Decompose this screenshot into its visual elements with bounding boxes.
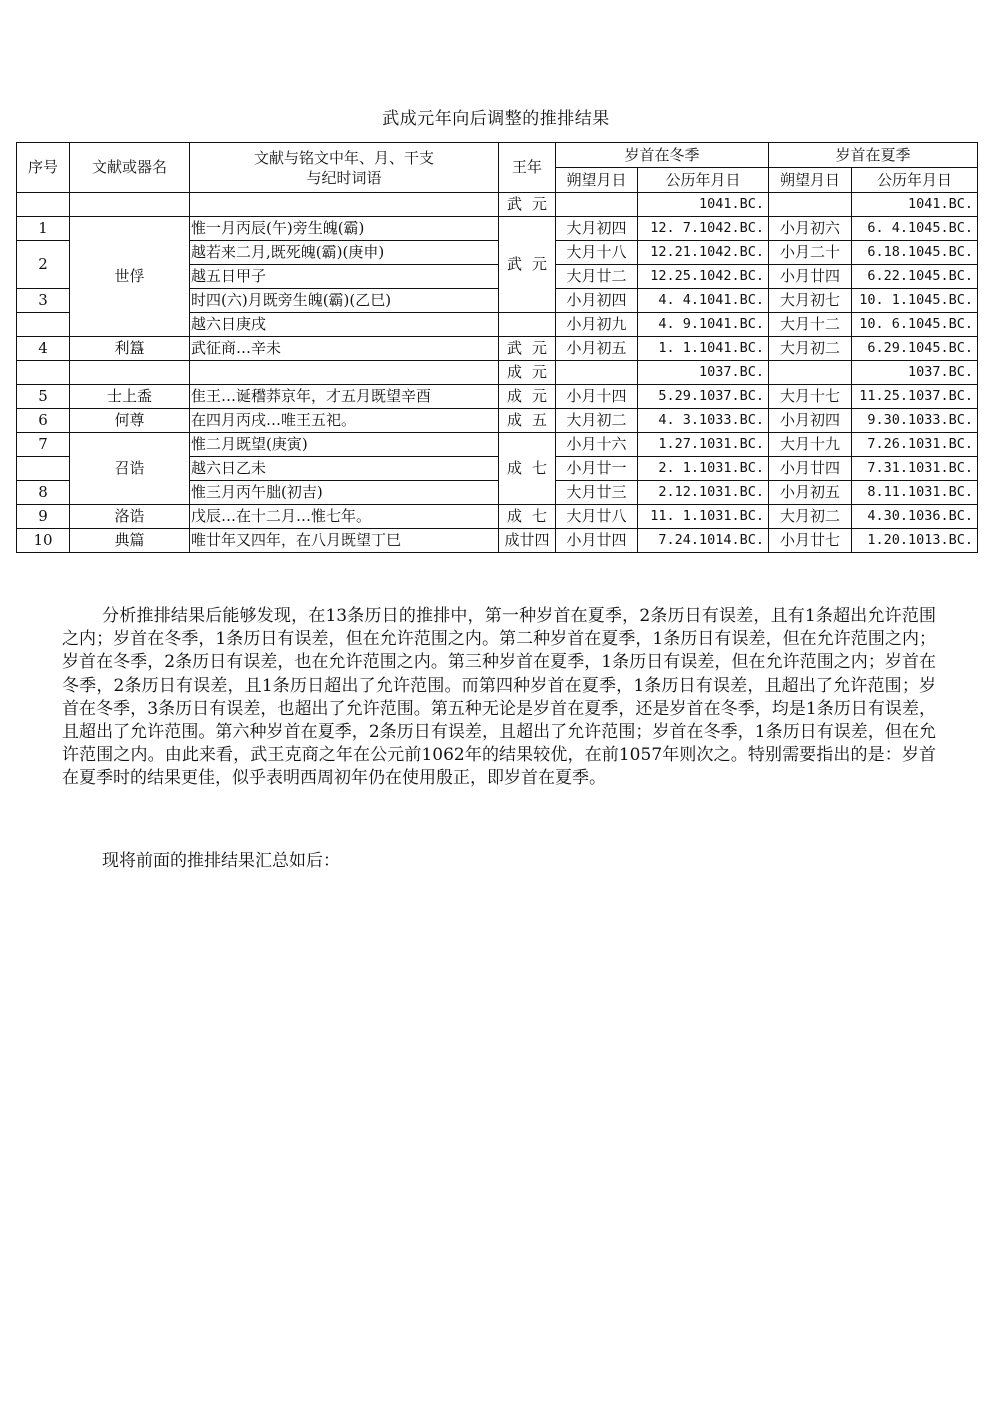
table-row bbox=[17, 361, 978, 385]
cell-winter-lunar: 大月初二 bbox=[556, 409, 638, 433]
reign-name: 成廿四 bbox=[504, 531, 550, 549]
cell-winter-date: 1. 1.1041.BC. bbox=[638, 337, 769, 361]
cell-winter-date: 2. 1.1031.BC. bbox=[638, 457, 769, 481]
cell-text: 隹王…诞䆌莽京年，才五月既望辛酉 bbox=[190, 385, 499, 409]
header-text-line2: 与纪时词语 bbox=[306, 168, 382, 187]
cell-summer-lunar: 小月廿四 bbox=[769, 265, 852, 289]
header-winter-lunar: 朔望月日 bbox=[556, 168, 638, 193]
cell-seq: 2 bbox=[17, 241, 70, 289]
cell-seq bbox=[17, 361, 70, 385]
cell-summer-lunar: 小月初四 bbox=[769, 409, 852, 433]
cell-summer-date: 9.30.1033.BC. bbox=[852, 409, 978, 433]
cell-seq: 3 bbox=[17, 289, 70, 313]
cell-summer-date: 8.11.1031.BC. bbox=[852, 481, 978, 505]
cell-reign bbox=[499, 505, 556, 529]
cell-summer-date: 6. 4.1045.BC. bbox=[852, 217, 978, 241]
cell-seq: 9 bbox=[17, 505, 70, 529]
cell-winter-date: 12. 7.1042.BC. bbox=[638, 217, 769, 241]
cell-summer-date: 10. 6.1045.BC. bbox=[852, 313, 978, 337]
cell-seq: 8 bbox=[17, 481, 70, 505]
cell-doc: 洛诰 bbox=[70, 505, 190, 529]
cell-summer-lunar: 小月廿七 bbox=[769, 529, 852, 553]
cell-doc bbox=[70, 193, 190, 217]
reign-name: 成 bbox=[507, 363, 523, 381]
cell-seq bbox=[17, 193, 70, 217]
cell-winter-date: 1.27.1031.BC. bbox=[638, 433, 769, 457]
cell-text: 惟三月丙午朏(初吉) bbox=[190, 481, 499, 505]
cell-summer-date: 1041.BC. bbox=[852, 193, 978, 217]
cell-text: 武征商…辛未 bbox=[190, 337, 499, 361]
table-row bbox=[17, 433, 978, 457]
cell-winter-lunar: 大月廿三 bbox=[556, 481, 638, 505]
table-row bbox=[17, 409, 978, 433]
reign-year: 七 bbox=[531, 459, 547, 477]
cell-winter-lunar: 大月廿八 bbox=[556, 505, 638, 529]
cell-winter-lunar: 大月初四 bbox=[556, 217, 638, 241]
reign-name: 武 bbox=[507, 255, 523, 273]
cell-text: 时四(六)月既旁生魄(霸)(乙巳) bbox=[190, 289, 499, 313]
cell-text: 越若来二月,既死魄(霸)(庚申) bbox=[190, 241, 499, 265]
cell-reign bbox=[499, 433, 556, 505]
cell-seq: 6 bbox=[17, 409, 70, 433]
cell-doc: 典篇 bbox=[70, 529, 190, 553]
cell-summer-date: 7.31.1031.BC. bbox=[852, 457, 978, 481]
cell-summer-lunar: 小月二十 bbox=[769, 241, 852, 265]
cell-winter-lunar bbox=[556, 361, 638, 385]
cell-summer-lunar: 大月初二 bbox=[769, 505, 852, 529]
cell-seq: 5 bbox=[17, 385, 70, 409]
cell-summer-date: 1.20.1013.BC. bbox=[852, 529, 978, 553]
cell-text: 越五日甲子 bbox=[190, 265, 499, 289]
analysis-text: 分析推排结果后能够发现，在13条历日的推排中，第一种岁首在夏季，2条历日有误差，且有1条超出允许范围之内；岁首在冬季，1条历日有误差，但在允许范围之内。第二种岁首在夏季，1条历日有误差，但在允许范围之内；岁首在冬季，2条历日有误差，也在允许范围之内。第三种岁首在夏季，1条历日有误差，但在允许范围之内；岁首在冬季，2条历日有误差，且1条历日超出了允许范围。而第四种岁首在夏季，1条历日有误差，且超出了允许范围；岁首在冬季，3条历日有误差，也超出了允许范围。第五种无论是岁首在夏季，还是岁首在冬季，均是1条历日有误差，且超出了允许范围。第六种岁首在夏季，2条历日有误差，且超出了允许范围；岁首在冬季，1条历日有误差，但在允许范围之内。由此来看，武王克商之年在公元前1062年的结果较优，在前1057年则次之。特别需要指出的是：岁首在夏季时的结果更佳，似乎表明西周初年仍在使用殷正，即岁首在夏季。 bbox=[62, 606, 936, 789]
cell-summer-lunar: 大月初七 bbox=[769, 289, 852, 313]
results-table bbox=[16, 142, 978, 553]
cell-summer-lunar: 大月十九 bbox=[769, 433, 852, 457]
cell-text: 戊辰…在十二月…惟七年。 bbox=[190, 505, 499, 529]
reign-name: 成 bbox=[507, 387, 523, 405]
cell-doc bbox=[70, 361, 190, 385]
cell-summer-lunar: 小月初六 bbox=[769, 217, 852, 241]
cell-winter-date: 4. 9.1041.BC. bbox=[638, 313, 769, 337]
cell-summer-date: 6.22.1045.BC. bbox=[852, 265, 978, 289]
cell-doc: 士上盉 bbox=[70, 385, 190, 409]
cell-reign bbox=[499, 193, 556, 217]
reign-name: 成 bbox=[507, 459, 523, 477]
header-summer-date: 公历年月日 bbox=[852, 168, 978, 193]
cell-summer-lunar: 小月初五 bbox=[769, 481, 852, 505]
cell-seq: 4 bbox=[17, 337, 70, 361]
cell-winter-lunar: 小月初九 bbox=[556, 313, 638, 337]
cell-summer-date: 6.29.1045.BC. bbox=[852, 337, 978, 361]
cell-summer-lunar: 大月初二 bbox=[769, 337, 852, 361]
cell-text: 越六日乙未 bbox=[190, 457, 499, 481]
cell-text bbox=[190, 193, 499, 217]
cell-text: 在四月丙戌…唯王五祀。 bbox=[190, 409, 499, 433]
summary-text: 现将前面的推排结果汇总如后： bbox=[102, 851, 340, 871]
cell-winter-lunar: 小月初五 bbox=[556, 337, 638, 361]
cell-winter-lunar: 小月廿一 bbox=[556, 457, 638, 481]
cell-reign bbox=[499, 361, 556, 385]
cell-winter-date: 2.12.1031.BC. bbox=[638, 481, 769, 505]
header-summer-lunar: 朔望月日 bbox=[769, 168, 852, 193]
cell-text: 越六日庚戌 bbox=[190, 313, 499, 337]
cell-doc: 何尊 bbox=[70, 409, 190, 433]
cell-winter-lunar: 小月十六 bbox=[556, 433, 638, 457]
cell-seq bbox=[17, 313, 70, 337]
cell-summer-date: 1037.BC. bbox=[852, 361, 978, 385]
page-title: 武成元年向后调整的推排结果 bbox=[382, 109, 610, 129]
cell-summer-lunar: 大月十七 bbox=[769, 385, 852, 409]
reign-year: 元 bbox=[531, 363, 547, 381]
cell-doc: 世俘 bbox=[70, 217, 190, 337]
cell-summer-date: 7.26.1031.BC. bbox=[852, 433, 978, 457]
reign-year: 元 bbox=[531, 387, 547, 405]
cell-winter-date: 12.25.1042.BC. bbox=[638, 265, 769, 289]
cell-doc: 召诰 bbox=[70, 433, 190, 505]
cell-winter-lunar: 大月十八 bbox=[556, 241, 638, 265]
cell-seq: 10 bbox=[17, 529, 70, 553]
header-text-line1: 文献与铭文中年、月、干支 bbox=[253, 148, 434, 167]
reign-year: 元 bbox=[531, 339, 547, 357]
cell-winter-date: 11. 1.1031.BC. bbox=[638, 505, 769, 529]
header-winter-group: 岁首在冬季 bbox=[556, 143, 769, 168]
cell-winter-date: 7.24.1014.BC. bbox=[638, 529, 769, 553]
reign-year: 五 bbox=[531, 411, 547, 429]
reign-year: 元 bbox=[531, 255, 547, 273]
cell-reign bbox=[499, 529, 556, 553]
cell-winter-date: 1041.BC. bbox=[638, 193, 769, 217]
table-row bbox=[17, 193, 978, 217]
cell-summer-lunar: 小月廿四 bbox=[769, 457, 852, 481]
reign-name: 成 bbox=[507, 507, 523, 525]
cell-winter-lunar: 小月廿四 bbox=[556, 529, 638, 553]
cell-text: 惟一月丙辰(午)旁生魄(霸) bbox=[190, 217, 499, 241]
table-row bbox=[17, 385, 978, 409]
cell-summer-lunar: 大月十二 bbox=[769, 313, 852, 337]
summary-paragraph bbox=[62, 850, 936, 873]
cell-seq: 7 bbox=[17, 433, 70, 457]
cell-seq: 1 bbox=[17, 217, 70, 241]
reign-year: 七 bbox=[531, 507, 547, 525]
cell-text: 唯廿年又四年，在八月既望丁巳 bbox=[190, 529, 499, 553]
header-winter-date: 公历年月日 bbox=[638, 168, 769, 193]
header-summer-group: 岁首在夏季 bbox=[769, 143, 978, 168]
cell-reign bbox=[499, 313, 556, 337]
cell-summer-date: 6.18.1045.BC. bbox=[852, 241, 978, 265]
reign-year: 元 bbox=[531, 195, 547, 213]
table-row bbox=[17, 217, 978, 241]
cell-reign bbox=[499, 337, 556, 361]
cell-winter-date: 12.21.1042.BC. bbox=[638, 241, 769, 265]
analysis-paragraph bbox=[62, 605, 936, 791]
table-row bbox=[17, 529, 978, 553]
cell-summer-lunar bbox=[769, 193, 852, 217]
cell-doc: 利簋 bbox=[70, 337, 190, 361]
cell-text: 惟二月既望(庚寅) bbox=[190, 433, 499, 457]
cell-summer-date: 10. 1.1045.BC. bbox=[852, 289, 978, 313]
cell-winter-date: 5.29.1037.BC. bbox=[638, 385, 769, 409]
header-text bbox=[190, 143, 499, 193]
header-reign: 王年 bbox=[499, 143, 556, 193]
cell-winter-lunar: 小月十四 bbox=[556, 385, 638, 409]
cell-seq bbox=[17, 457, 70, 481]
cell-summer-date: 4.30.1036.BC. bbox=[852, 505, 978, 529]
cell-winter-lunar: 大月廿二 bbox=[556, 265, 638, 289]
header-seq: 序号 bbox=[17, 143, 70, 193]
cell-reign bbox=[499, 217, 556, 313]
reign-name: 成 bbox=[507, 411, 523, 429]
cell-reign bbox=[499, 385, 556, 409]
cell-winter-date: 1037.BC. bbox=[638, 361, 769, 385]
cell-summer-lunar bbox=[769, 361, 852, 385]
table-row bbox=[17, 337, 978, 361]
reign-name: 武 bbox=[507, 339, 523, 357]
cell-reign bbox=[499, 409, 556, 433]
cell-winter-date: 4. 3.1033.BC. bbox=[638, 409, 769, 433]
cell-text bbox=[190, 361, 499, 385]
reign-name: 武 bbox=[507, 195, 523, 213]
cell-winter-date: 4. 4.1041.BC. bbox=[638, 289, 769, 313]
table-row bbox=[17, 505, 978, 529]
cell-winter-lunar: 小月初四 bbox=[556, 289, 638, 313]
cell-winter-lunar bbox=[556, 193, 638, 217]
cell-summer-date: 11.25.1037.BC. bbox=[852, 385, 978, 409]
header-doc: 文献或器名 bbox=[70, 143, 190, 193]
